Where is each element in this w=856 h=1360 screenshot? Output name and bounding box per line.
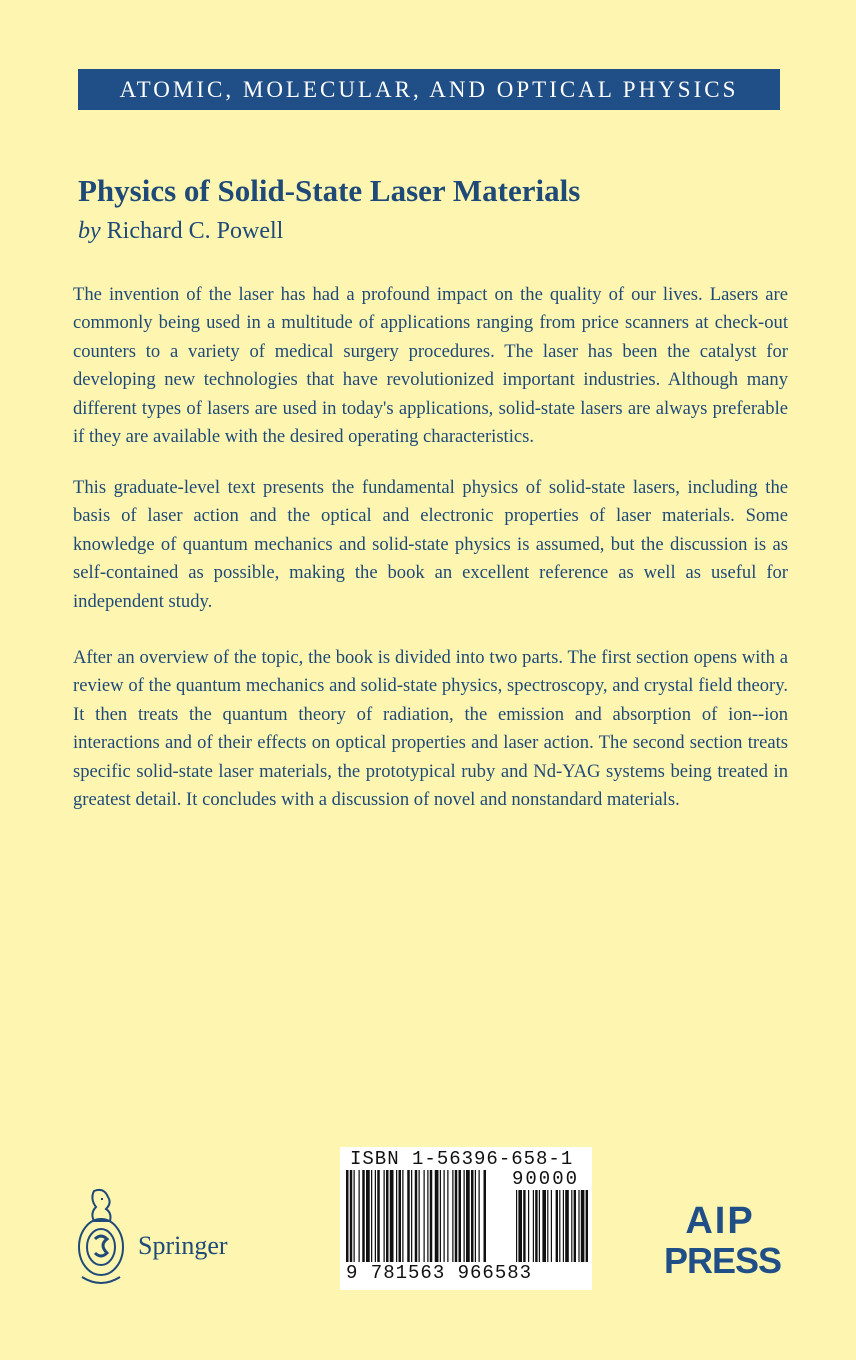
barcode-bar (359, 1170, 360, 1262)
addon-bar (518, 1190, 522, 1262)
barcode-bar (371, 1170, 372, 1262)
addon-bar (542, 1190, 546, 1262)
barcode-bar (464, 1170, 465, 1262)
barcode-bar (407, 1170, 410, 1262)
barcode-bar (430, 1170, 433, 1262)
isbn-number: ISBN 1-56396-658-1 (350, 1148, 574, 1170)
addon-bar (574, 1190, 576, 1262)
barcode-bar (479, 1170, 480, 1262)
barcode-bar (452, 1170, 453, 1262)
addon-bar (547, 1190, 548, 1262)
addon-bar (586, 1190, 588, 1262)
barcode-bar (411, 1170, 412, 1262)
aip-press-logo (664, 1200, 782, 1290)
publisher-name: Springer (138, 1231, 228, 1260)
barcode-bar (435, 1170, 439, 1262)
barcode-bar (440, 1170, 441, 1262)
aip-logo-line2: PRESS (664, 1240, 782, 1281)
byline (78, 218, 283, 245)
addon-bar (578, 1190, 579, 1262)
barcode-bar (419, 1170, 420, 1262)
barcode-bar (346, 1170, 349, 1262)
addon-bar (556, 1190, 558, 1262)
springer-knight-icon (70, 1185, 132, 1291)
barcode-bar (444, 1170, 445, 1262)
barcode-bar (366, 1170, 370, 1262)
addon-bar (516, 1190, 517, 1262)
addon-bar (523, 1190, 525, 1262)
addon-bar (551, 1190, 552, 1262)
author-name: Richard C. Powell (106, 218, 284, 244)
byline-prefix: by (78, 218, 101, 244)
barcode-bar (354, 1170, 355, 1262)
addon-bar (533, 1190, 534, 1262)
ean-number: 9 781563 966583 (346, 1262, 533, 1284)
barcode-bar (424, 1170, 425, 1262)
barcode-bar (447, 1170, 448, 1262)
book-title: Physics of Solid-State Laser Materials (78, 173, 581, 208)
barcode-bar (402, 1170, 403, 1262)
barcode-bar (427, 1170, 428, 1262)
barcode-bar (390, 1170, 394, 1262)
barcode-bar (455, 1170, 458, 1262)
aip-logo-line1: AIP (685, 1200, 755, 1242)
barcode-bar (471, 1170, 474, 1262)
barcode-bar (384, 1170, 385, 1262)
barcode-bar (466, 1170, 470, 1262)
price-addon: 90000 (512, 1168, 580, 1190)
addon-bar (528, 1190, 529, 1262)
barcode-bar (475, 1170, 476, 1262)
barcode-bar (375, 1170, 376, 1262)
barcode-bar (415, 1170, 418, 1262)
barcode-bar (386, 1170, 389, 1262)
description-paragraph-3: After an overview of the topic, the book is divided into two parts. The first section opens with a review of the quantum mechanics and solid-state physics, spectroscopy, and crystal field theory. It then treats the quantum theory of radiation, the emission and absorption of ion--ion interactions and of their effects on optical properties and laser action. The second section treats specific solid-state laser materials, the prototypical ruby and Nd-YAG systems being treated in greatest detail. It concludes with a discussion of novel and nonstandard materials. (73, 647, 788, 811)
barcode (346, 1170, 588, 1262)
addon-bar (559, 1190, 560, 1262)
description-paragraph-2: This graduate-level text presents the fundamental physics of solid-state lasers, including the basis of laser action and the optical and electronic properties of laser materials. Some knowledge of quantum mechanics and solid-state physics is assumed, but the discussion is as self-contained as possible, making the book an excellent reference as well as useful for independent study. (73, 477, 788, 612)
addon-bar (565, 1190, 569, 1262)
barcode-bar (484, 1170, 487, 1262)
addon-bar (581, 1190, 585, 1262)
addon-bar (563, 1190, 564, 1262)
barcode-bar (459, 1170, 462, 1262)
addon-bar (571, 1190, 572, 1262)
addon-bar (539, 1190, 540, 1262)
series-banner: ATOMIC, MOLECULAR, AND OPTICAL PHYSICS (78, 69, 780, 110)
barcode-bar (396, 1170, 397, 1262)
description-paragraph-1: The invention of the laser has had a profound impact on the quality of our lives. Lasers are commonly being used in a multitude of applications ranging from price scanners at check-out counters to a variety of medical surgery procedures. The laser has been the catalyst for developing new technologies that have revolutionized important industries. Although many different types of lasers are used in today's applications, solid-state lasers are always preferable if they are available with the desired operating characteristics. (73, 284, 788, 448)
barcode-bar (362, 1170, 365, 1262)
barcode-bar (377, 1170, 380, 1262)
addon-bar (535, 1190, 537, 1262)
barcode-bar (399, 1170, 402, 1262)
barcode-bar (350, 1170, 353, 1262)
